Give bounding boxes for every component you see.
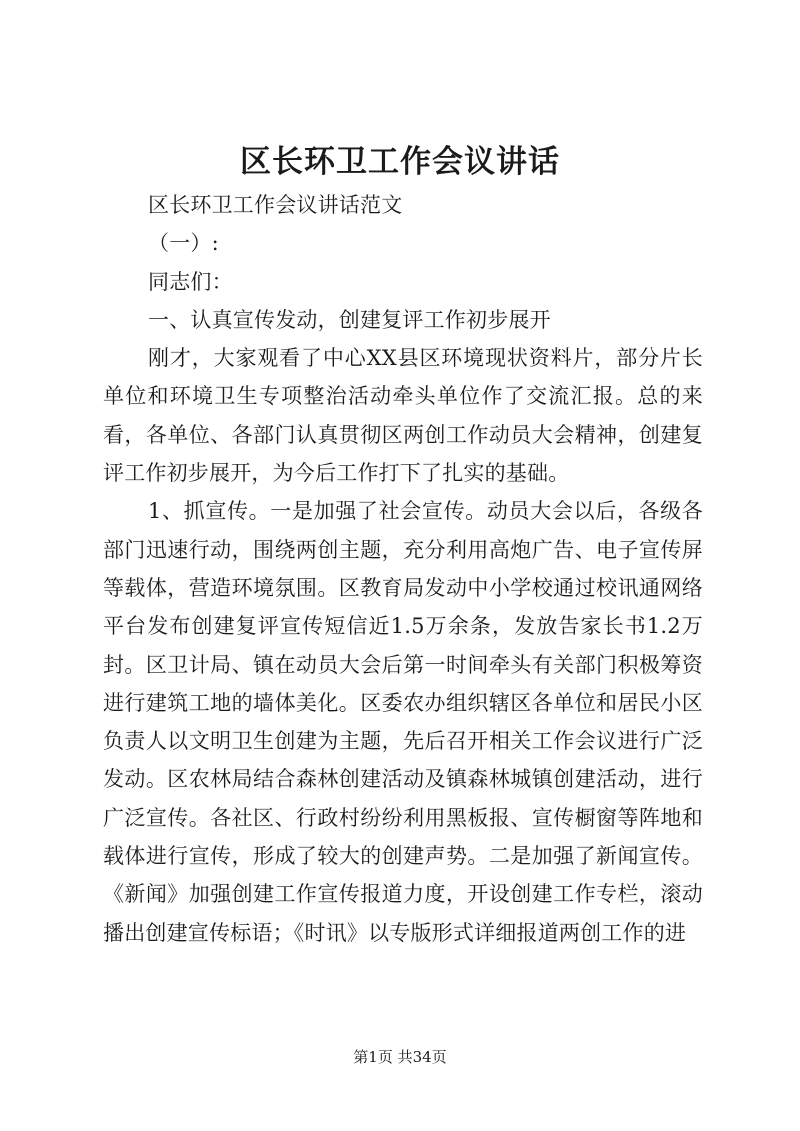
page-footer: 第1页 共34页 bbox=[353, 1048, 447, 1066]
section-heading-paragraph: 一、认真宣传发动，创建复评工作初步展开 bbox=[148, 307, 551, 332]
section-marker-paragraph: （一）: bbox=[148, 231, 219, 256]
subtitle-paragraph: 区长环卫工作会议讲话范文 bbox=[148, 193, 403, 217]
document-title: 区长环卫工作会议讲话 bbox=[240, 144, 560, 180]
document-body bbox=[103, 186, 703, 952]
body-paragraph: 刚才，大家观看了中心XX县区环境现状资料片，部分片长单位和环境卫生专项整治活动牵头单位作了交流汇报。总的来看，各单位、各部门认真贯彻区两创工作动员大会精神，创建复评工作初步展开，为今后工作打下了扎实的基础。 bbox=[103, 346, 703, 486]
salutation-paragraph: 同志们： bbox=[148, 269, 233, 294]
body-paragraph: 1、抓宣传。一是加强了社会宣传。动员大会以后，各级各部门迅速行动，围绕两创主题，充分利用高炮广告、电子宣传屏等载体，营造环境氛围。区教育局发动中小学校通过校讯通网络平台发布创建复评宣传短信近1.5万余条，发放告家长书1.2万封。区卫计局、镇在动员大会后第一时间牵头有关部门积极筹资进行建筑工地的墙体美化。区委农办组织辖区各单位和居民小区负责人以文明卫生创建为主题，先后召开相关工作会议进行广泛发动。区农林局结合森林创建活动及镇森林城镇创建活动，进行广泛宣传。各社区、行政村纷纷利用黑板报、宣传橱窗等阵地和载体进行宣传，形成了较大的创建声势。二是加强了新闻宣传。《新闻》加强创建工作宣传报道力度，开设创建工作专栏，滚动播出创建宣传标语；《时讯》以专版形式详细报道两创工作的进 bbox=[103, 499, 703, 945]
